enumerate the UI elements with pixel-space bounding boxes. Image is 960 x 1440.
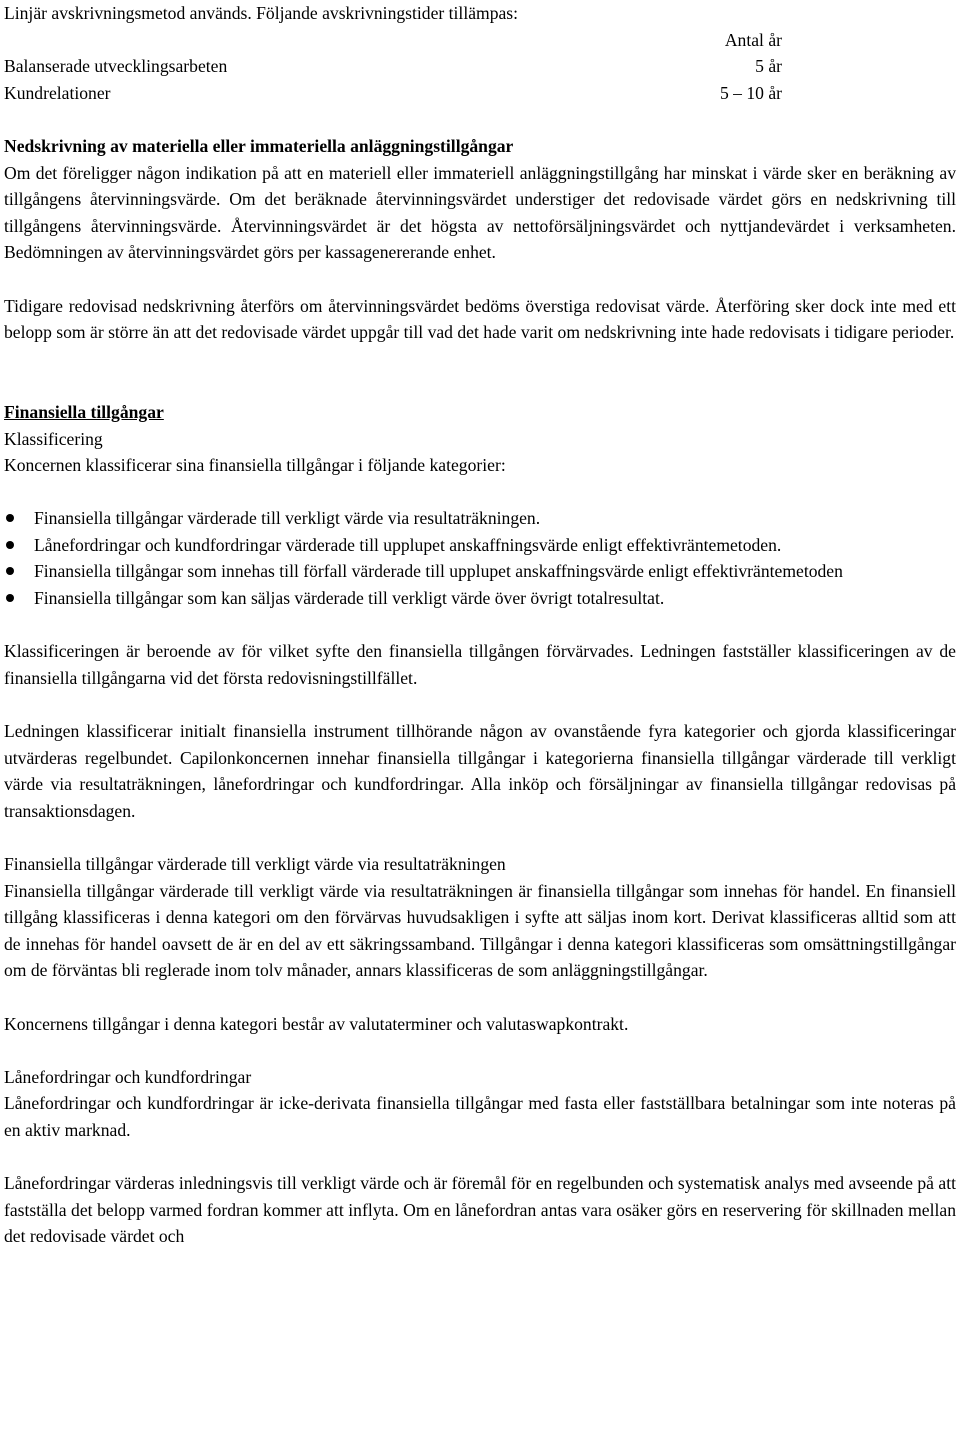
list-item: Finansiella tillgångar som kan säljas värderade till verkligt värde över övrigt totalresultat. — [4, 585, 956, 612]
row-label: Balanserade utvecklingsarbeten — [4, 56, 228, 77]
table-header: Antal år — [724, 29, 782, 50]
loans-heading: Lånefordringar och kundfordringar — [4, 1066, 252, 1087]
list-item: Lånefordringar och kundfordringar värderade till upplupet anskaffningsvärde enligt effektivräntemetoden. — [4, 532, 956, 559]
fvtpl-paragraph-1: Finansiella tillgångar värderade till verkligt värde via resultaträkningen är finansiella tillgångar som innehas för handel. En finansiell tillgång klassificeras i denna kategori om den förvärvas huvudsakligen i syfte att säljas inom kort. Derivat klassificeras alltid som att de innehas för handel oavsett de är en del av ett säkringssamband. Tillgångar i denna kategori klassificeras som omsättningstillgångar om de förväntas bli reglerade inom tolv månader, annars klassificeras de som anläggningstillgångar. — [4, 880, 956, 981]
row-value: 5 – 10 år — [719, 82, 782, 103]
financial-paragraph-2: Ledningen klassificerar initialt finansiella instrument tillhörande någon av ovanstående fyra kategorier och gjorda klassificeringar utvärderas regelbundet. Capilonkoncernen innehar finansiella tillgångar i kategorierna finansiella tillgångar värderade till verkligt värde via resultaträkningen, lånefordringar och kundfordringar. Alla inköp och försäljningar av finansiella tillgångar redovisas på transaktionsdagen. — [4, 721, 956, 821]
impairment-paragraph-2: Tidigare redovisad nedskrivning återförs om återvinningsvärdet bedöms överstiga redovisat värde. Återföring sker dock inte med ett belopp som är större än att det redovisade värdet uppgår till vad det hade varit om nedskrivning inte hade redovisats i tidigare perioder. — [4, 295, 956, 343]
financial-lead: Koncernen klassificerar sina finansiella tillgångar i följande kategorier: — [4, 455, 506, 476]
list-item: Finansiella tillgångar värderade till verkligt värde via resultaträkningen. — [4, 505, 956, 532]
row-label: Kundrelationer — [4, 82, 111, 103]
bullet-icon — [6, 541, 14, 549]
row-value: 5 år — [755, 56, 782, 77]
bullet-icon — [6, 567, 14, 575]
impairment-heading: Nedskrivning av materiella eller immateriella anläggningstillgångar — [4, 135, 514, 156]
financial-heading: Finansiella tillgångar — [4, 401, 164, 422]
fvtpl-paragraph-2: Koncernens tillgångar i denna kategori består av valutaterminer och valutaswapkontrakt. — [4, 1013, 629, 1034]
loans-paragraph-2: Lånefordringar värderas inledningsvis till verkligt värde och är föremål för en regelbunden och systematisk analys med avseende på att fastställa det belopp varmed fordran kommer att inflyta. Om en lånefordran antas vara osäker görs en reservering för skillnaden mellan det redovisade värdet och — [4, 1173, 956, 1247]
fvtpl-heading: Finansiella tillgångar värderade till verkligt värde via resultaträkningen — [4, 854, 506, 874]
bullet-icon — [6, 594, 14, 602]
intro-text: Linjär avskrivningsmetod används. Följande avskrivningstider tillämpas: — [4, 3, 519, 23]
table-row — [4, 80, 782, 107]
loans-paragraph-1: Lånefordringar och kundfordringar är icke-derivata finansiella tillgångar med fasta eller fastställbara betalningar som inte noteras på en aktiv marknad. — [4, 1093, 956, 1140]
table-row — [4, 53, 782, 80]
impairment-paragraph-1: Om det föreligger någon indikation på att en materiell eller immateriell anläggningstillgång har minskat i värde sker en beräkning av tillgångens återvinningsvärde. Om det beräknade återvinningsvärdet understiger det redovisade värdet görs en nedskrivning till tillgångens återvinningsvärde. Återvinningsvärdet är det högsta av nettoförsäljningsvärdet och nyttjandevärdet i verksamheten. Bedömningen av återvinningsvärdet görs per kassagenererande enhet. — [4, 162, 956, 263]
financial-subheading: Klassificering — [4, 428, 103, 449]
bullet-icon — [6, 514, 14, 522]
list-item: Finansiella tillgångar som innehas till förfall värderade till upplupet anskaffningsvärde enligt effektivräntemetoden — [4, 558, 956, 585]
financial-paragraph-1: Klassificeringen är beroende av för vilket syfte den finansiella tillgången förvärvades. Ledningen fastställer klassificeringen av de finansiella tillgångarna vid det första redovisningstillfället. — [4, 641, 956, 688]
document-page — [4, 0, 956, 1250]
category-list — [4, 505, 956, 611]
